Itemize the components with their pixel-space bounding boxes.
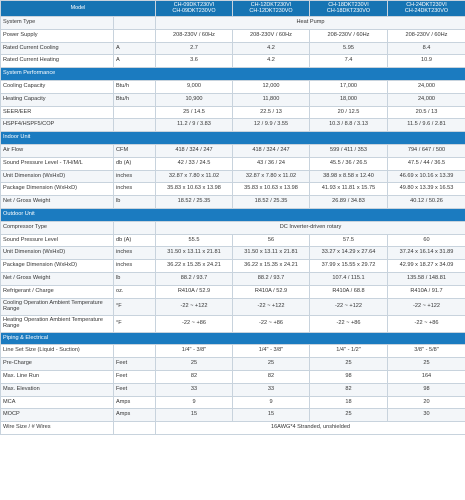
- spec-value: -22 ~ +86: [156, 315, 233, 332]
- spec-unit: Feet: [114, 383, 156, 396]
- spec-label: Line Set Size (Liquid - Suction): [1, 345, 114, 358]
- spec-value: 26.89 / 34.83: [310, 196, 388, 209]
- spec-row: [1, 196, 465, 209]
- spec-label: Package Dimension (WxHxD): [1, 183, 114, 196]
- spec-row: [1, 42, 465, 55]
- spec-value: -22 ~ +86: [233, 315, 310, 332]
- spec-value: 794 / 647 / 500: [388, 144, 465, 157]
- spec-row: [1, 370, 465, 383]
- spec-unit: Feet: [114, 370, 156, 383]
- spec-row: [1, 345, 465, 358]
- section-header: [1, 68, 465, 81]
- spec-unit: °F: [114, 315, 156, 332]
- spec-row: [1, 93, 465, 106]
- section-header: [1, 132, 465, 145]
- spec-unit: [114, 221, 156, 234]
- spec-value: 18: [310, 396, 388, 409]
- spec-label: Net / Gross Weight: [1, 272, 114, 285]
- spec-label: SEER/EER: [1, 106, 114, 119]
- spec-label: Heating Operation Ambient Temperature Range: [1, 315, 114, 332]
- spec-row: [1, 234, 465, 247]
- spec-value: 208-230V / 60Hz: [233, 29, 310, 42]
- spec-value: 1/4" - 1/2": [310, 345, 388, 358]
- spec-value: 599 / 411 / 353: [310, 144, 388, 157]
- spec-unit: inches: [114, 247, 156, 260]
- spec-value: 42 / 33 / 24.5: [156, 157, 233, 170]
- spec-value: 12,000: [233, 80, 310, 93]
- spec-value: 56: [233, 234, 310, 247]
- spec-row: [1, 29, 465, 42]
- spec-unit: Amps: [114, 409, 156, 422]
- spec-value: 18,000: [310, 93, 388, 106]
- spec-value: 20 / 12.5: [310, 106, 388, 119]
- spec-row: [1, 80, 465, 93]
- spec-value: R410A / 68.8: [310, 285, 388, 298]
- spec-row: [1, 396, 465, 409]
- spec-row: [1, 106, 465, 119]
- spec-row: [1, 315, 465, 332]
- spec-unit: inches: [114, 170, 156, 183]
- spec-unit: Btu/h: [114, 80, 156, 93]
- spec-label: Pre-Charge: [1, 358, 114, 371]
- spec-value: 33.27 x 14.29 x 27.64: [310, 247, 388, 260]
- spec-row: [1, 260, 465, 273]
- spec-value: 10,900: [156, 93, 233, 106]
- spec-value: 43 / 36 / 24: [233, 157, 310, 170]
- spec-value: 10.9: [388, 55, 465, 68]
- spec-value: 5.95: [310, 42, 388, 55]
- spec-value: 88.2 / 93.7: [156, 272, 233, 285]
- spec-label: Rated Current Cooling: [1, 42, 114, 55]
- spec-unit: lb: [114, 272, 156, 285]
- section-title: Piping & Electrical: [1, 332, 465, 345]
- spec-value: R410A / 52.9: [156, 285, 233, 298]
- spec-value: R410A / 91.7: [388, 285, 465, 298]
- spec-value: 208-230V / 60Hz: [156, 29, 233, 42]
- spec-value: 1/4" - 3/8": [233, 345, 310, 358]
- spec-value: 418 / 324 / 247: [156, 144, 233, 157]
- spec-unit: Feet: [114, 358, 156, 371]
- spec-value: 20: [388, 396, 465, 409]
- section-header: [1, 208, 465, 221]
- spec-value: 35.83 x 10.63 x 13.98: [156, 183, 233, 196]
- spec-value: 88.2 / 93.7: [233, 272, 310, 285]
- spec-value: 22.5 / 13: [233, 106, 310, 119]
- spec-value: 31.50 x 13.11 x 21.81: [233, 247, 310, 260]
- spec-label: MOCP: [1, 409, 114, 422]
- spec-value: 30: [388, 409, 465, 422]
- spec-value: 15: [156, 409, 233, 422]
- section-title: Indoor Unit: [1, 132, 465, 145]
- spec-row: [1, 285, 465, 298]
- spec-label: Cooling Capacity: [1, 80, 114, 93]
- spec-value: 18.52 / 25.35: [156, 196, 233, 209]
- spec-label: Sound Pressure Level - T/H/M/L: [1, 157, 114, 170]
- section-header: [1, 332, 465, 345]
- spec-label: Wire Size / # Wires: [1, 422, 114, 435]
- spec-value: -22 ~ +86: [310, 315, 388, 332]
- spec-unit: Btu/h: [114, 93, 156, 106]
- spec-value: 4.2: [233, 55, 310, 68]
- spec-value: -22 ~ +122: [233, 298, 310, 315]
- spec-label: Max. Elevation: [1, 383, 114, 396]
- spec-row: [1, 144, 465, 157]
- spec-unit: A: [114, 42, 156, 55]
- spec-row: [1, 221, 465, 234]
- spec-value: 32.87 x 7.80 x 11.02: [156, 170, 233, 183]
- spec-value: 98: [388, 383, 465, 396]
- spec-value: 208-230V / 60Hz: [388, 29, 465, 42]
- spec-value: 35.83 x 10.63 x 13.98: [233, 183, 310, 196]
- spec-value: 46.69 x 10.16 x 13.39: [388, 170, 465, 183]
- spec-value: 15: [233, 409, 310, 422]
- spec-value: 32.87 x 7.80 x 11.02: [233, 170, 310, 183]
- spec-row: [1, 298, 465, 315]
- spec-label: Unit Dimension (WxHxD): [1, 170, 114, 183]
- spec-value: 25: [388, 358, 465, 371]
- spec-value: 40.12 / 50.26: [388, 196, 465, 209]
- spec-value: 37.24 x 16.14 x 31.89: [388, 247, 465, 260]
- spec-value: 60: [388, 234, 465, 247]
- spec-value: 42.99 x 18.27 x 34.09: [388, 260, 465, 273]
- spec-value: 9: [233, 396, 310, 409]
- spec-value: 98: [310, 370, 388, 383]
- spec-value: R410A / 52.9: [233, 285, 310, 298]
- spec-value: -22 ~ +122: [310, 298, 388, 315]
- spec-label: Refrigerant / Charge: [1, 285, 114, 298]
- spec-row: [1, 119, 465, 132]
- spec-label: Package Dimension (WxHxD): [1, 260, 114, 273]
- spec-row: [1, 383, 465, 396]
- spec-value: 38.98 x 8.58 x 12.40: [310, 170, 388, 183]
- spec-value: 4.2: [233, 42, 310, 55]
- spec-row: [1, 17, 465, 30]
- spec-label: Unit Dimension (WxHxD): [1, 247, 114, 260]
- spec-row: [1, 183, 465, 196]
- spec-value: -22 ~ +86: [388, 315, 465, 332]
- spec-row: [1, 409, 465, 422]
- spec-value: 82: [156, 370, 233, 383]
- spec-unit: °F: [114, 298, 156, 315]
- spec-value: 208-230V / 60Hz: [310, 29, 388, 42]
- spec-value: 41.93 x 11.81 x 15.75: [310, 183, 388, 196]
- spec-value: 9: [156, 396, 233, 409]
- spec-label: Rated Current Heating: [1, 55, 114, 68]
- spec-row: [1, 170, 465, 183]
- spec-unit: lb: [114, 196, 156, 209]
- spec-row: [1, 358, 465, 371]
- spec-label: Compressor Type: [1, 221, 114, 234]
- spec-value: 135.58 / 148.81: [388, 272, 465, 285]
- spec-unit: db (A): [114, 157, 156, 170]
- model-name: CH-09DKT230VI CH-09DKT230VO: [156, 1, 233, 17]
- spec-label: System Type: [1, 17, 114, 30]
- spec-value: 3/8" - 5/8": [388, 345, 465, 358]
- spec-value: 2.7: [156, 42, 233, 55]
- spec-unit: inches: [114, 260, 156, 273]
- spec-unit: inches: [114, 183, 156, 196]
- spec-value: 164: [388, 370, 465, 383]
- spec-value: 1/4" - 3/8": [156, 345, 233, 358]
- spec-value: 10.3 / 8.8 / 3.13: [310, 119, 388, 132]
- spec-value: 49.80 x 13.39 x 16.53: [388, 183, 465, 196]
- spec-unit: CFM: [114, 144, 156, 157]
- spec-row: [1, 157, 465, 170]
- spec-value: 25: [156, 358, 233, 371]
- header-row: [1, 1, 465, 17]
- spec-row: [1, 272, 465, 285]
- spec-value: 11,800: [233, 93, 310, 106]
- spec-unit: oz.: [114, 285, 156, 298]
- section-title: System Performance: [1, 68, 465, 81]
- spec-value: 47.5 / 44 / 36.5: [388, 157, 465, 170]
- model-label: Model: [1, 1, 156, 17]
- spec-value: 33: [233, 383, 310, 396]
- spec-label: MCA: [1, 396, 114, 409]
- spec-value: 25 / 14.5: [156, 106, 233, 119]
- spec-unit: A: [114, 55, 156, 68]
- spec-unit: [114, 119, 156, 132]
- spec-value: 8.4: [388, 42, 465, 55]
- spec-value: 36.22 x 15.35 x 24.21: [156, 260, 233, 273]
- spec-value: 11.2 / 9 / 3.83: [156, 119, 233, 132]
- spec-value: 12 / 9.9 / 3.55: [233, 119, 310, 132]
- spec-table-body: [1, 1, 465, 435]
- spec-label: Sound Pressure Level: [1, 234, 114, 247]
- spec-value: DC Inverter-driven rotary: [156, 221, 465, 234]
- spec-value: 45.5 / 36 / 26.5: [310, 157, 388, 170]
- spec-unit: [114, 29, 156, 42]
- spec-value: 16AWG*4 Stranded, unshielded: [156, 422, 465, 435]
- spec-value: 37.99 x 15.55 x 29.72: [310, 260, 388, 273]
- spec-value: 36.22 x 15.35 x 24.21: [233, 260, 310, 273]
- spec-value: 55.5: [156, 234, 233, 247]
- spec-label: Max. Line Run: [1, 370, 114, 383]
- spec-value: 31.50 x 13.11 x 21.81: [156, 247, 233, 260]
- spec-value: 9,000: [156, 80, 233, 93]
- spec-value: 107.4 / 115.1: [310, 272, 388, 285]
- spec-value: 25: [310, 358, 388, 371]
- spec-row: [1, 422, 465, 435]
- spec-value: -22 ~ +122: [388, 298, 465, 315]
- spec-value: Heat Pump: [156, 17, 465, 30]
- spec-value: 33: [156, 383, 233, 396]
- spec-label: Power Supply: [1, 29, 114, 42]
- spec-value: 11.5 / 9.6 / 2.81: [388, 119, 465, 132]
- spec-value: 3.6: [156, 55, 233, 68]
- spec-unit: [114, 106, 156, 119]
- spec-label: Heating Capacity: [1, 93, 114, 106]
- spec-label: HSPF4/HSPF5/COP: [1, 119, 114, 132]
- spec-value: 7.4: [310, 55, 388, 68]
- spec-unit: Amps: [114, 396, 156, 409]
- spec-value: 24,000: [388, 93, 465, 106]
- spec-value: 20.5 / 13: [388, 106, 465, 119]
- spec-value: 17,000: [310, 80, 388, 93]
- spec-value: 18.52 / 25.35: [233, 196, 310, 209]
- spec-value: 24,000: [388, 80, 465, 93]
- spec-unit: [114, 17, 156, 30]
- spec-value: 82: [233, 370, 310, 383]
- spec-value: 57.5: [310, 234, 388, 247]
- spec-row: [1, 55, 465, 68]
- spec-unit: [114, 422, 156, 435]
- spec-label: Air Flow: [1, 144, 114, 157]
- spec-value: 25: [310, 409, 388, 422]
- model-name: CH-12DKT230VI CH-12DKT230VO: [233, 1, 310, 17]
- spec-value: 82: [310, 383, 388, 396]
- section-title: Outdoor Unit: [1, 208, 465, 221]
- model-name: CH-18DKT230VI CH-18DKT230VO: [310, 1, 388, 17]
- spec-value: -22 ~ +122: [156, 298, 233, 315]
- spec-row: [1, 247, 465, 260]
- model-name: CH-24DKT230VI CH-24DKT230VO: [388, 1, 465, 17]
- spec-unit: db (A): [114, 234, 156, 247]
- spec-value: 25: [233, 358, 310, 371]
- spec-unit: [114, 345, 156, 358]
- spec-value: 418 / 324 / 247: [233, 144, 310, 157]
- spec-label: Net / Gross Weight: [1, 196, 114, 209]
- spec-label: Cooling Operation Ambient Temperature Range: [1, 298, 114, 315]
